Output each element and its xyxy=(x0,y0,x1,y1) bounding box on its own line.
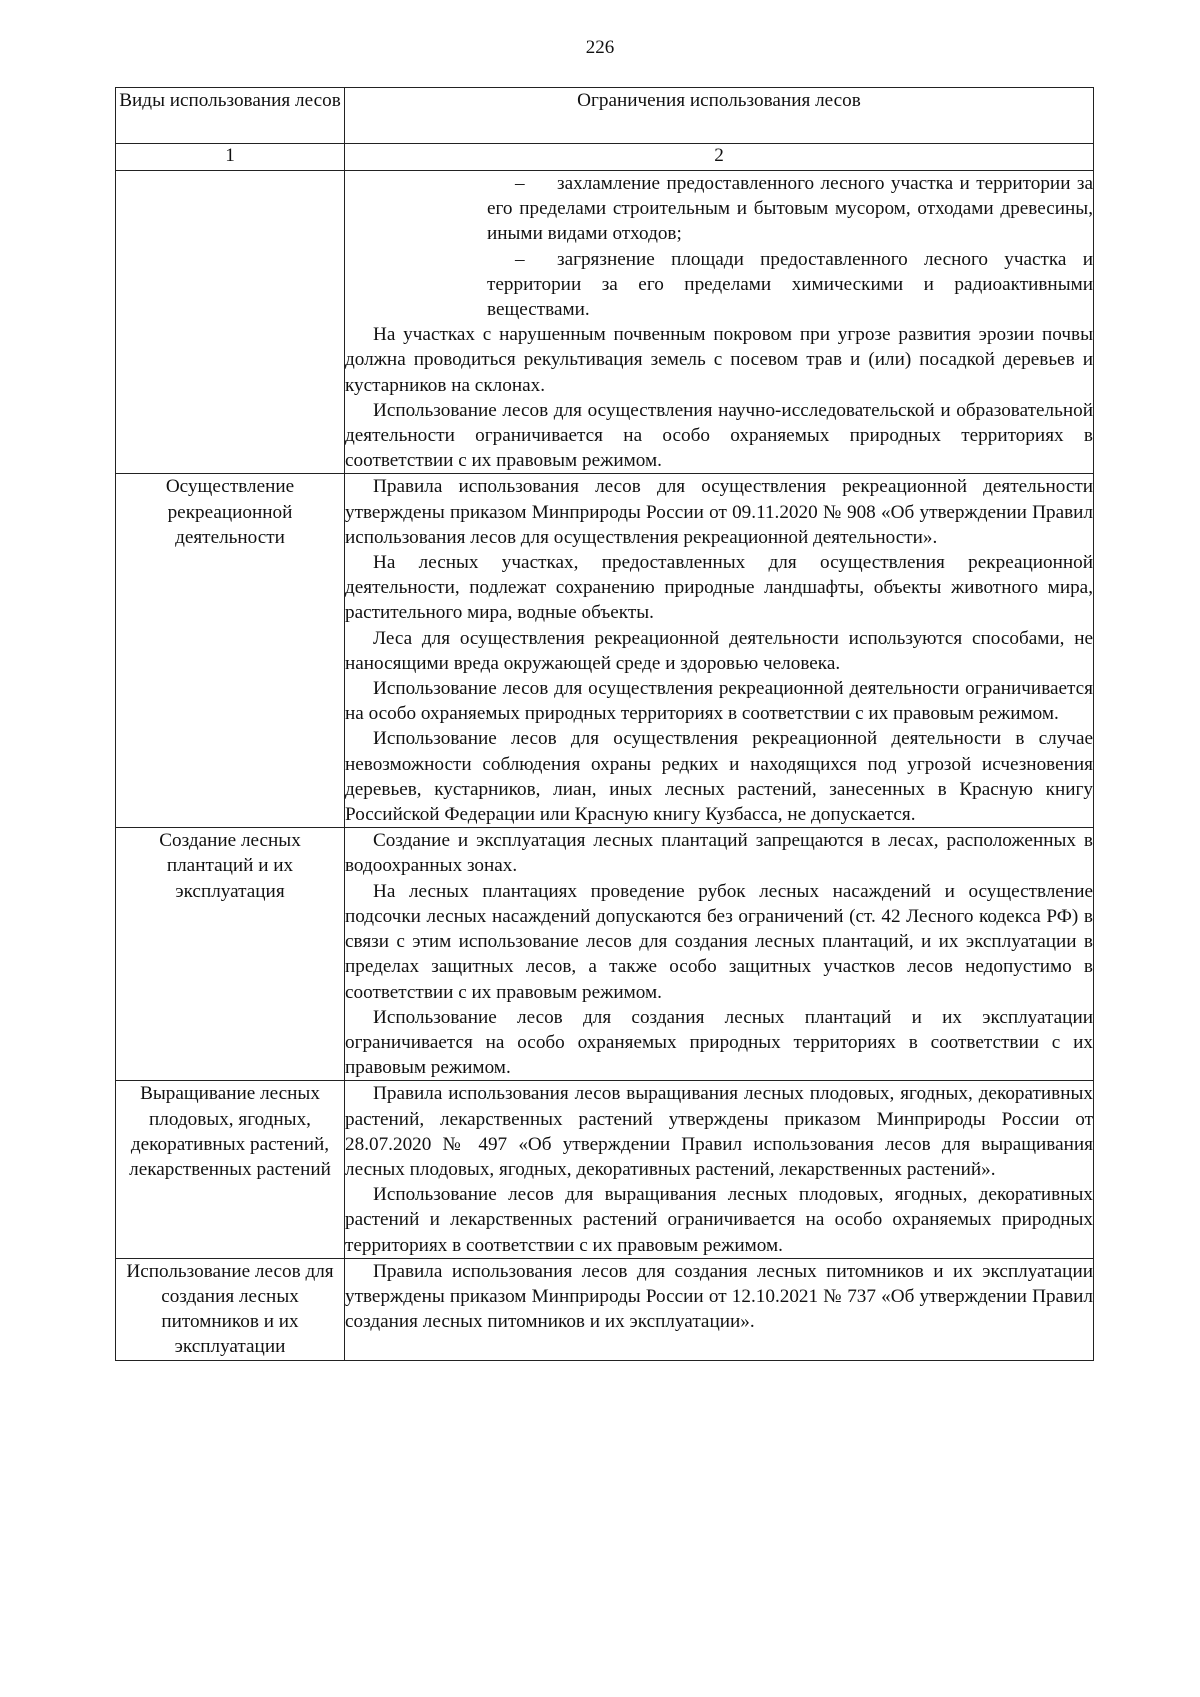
table-row xyxy=(116,1258,1094,1360)
page-number: 226 xyxy=(585,37,615,58)
paragraph: На лесных участках, предоставленных для осуществления рекреационной деятельности, подлежат сохранению природные ландшафты, объекты животного мира, растительного мира, водные объекты. xyxy=(345,552,1093,624)
paragraph: Правила использования лесов для осуществления рекреационной деятельности утверждены приказом Минприроды России от 09.11.2020 № 908 «Об утверждении Правил использования лесов для осуществления рекреационной деятельности». xyxy=(345,476,1093,548)
forest-use-type: Осуществление рекреационной деятельности xyxy=(116,474,345,828)
dash-list-item: – загрязнение площади предоставленного лесного участка и территории за его пределами химическими и радиоактивными веществами. xyxy=(487,248,1093,321)
forest-use-type xyxy=(116,171,345,474)
header-forest-use-types: Виды использования лесов xyxy=(116,88,345,144)
forest-use-type: Создание лесных плантаций и их эксплуатация xyxy=(116,828,345,1081)
forest-use-restrictions-table xyxy=(115,87,1094,1361)
restrictions-text xyxy=(345,474,1094,828)
column-number-2: 2 xyxy=(345,144,1094,171)
table-row xyxy=(116,1081,1094,1258)
dash-list-item: – захламление предоставленного лесного участка и территории за его пределами строительным и бытовым мусором, отходами древесины, иными видами отходов; xyxy=(487,173,1093,245)
paragraph: Использование лесов для выращивания лесных плодовых, ягодных, декоративных растений и лекарственных растений ограничивается на особо охраняемых природных территориях в соответствии с их правовым режимом. xyxy=(345,1184,1093,1256)
paragraph: Использование лесов для создания лесных плантаций и их эксплуатации ограничивается на особо охраняемых природных территориях в соответствии с их правовым режимом. xyxy=(345,1006,1093,1079)
paragraph: Правила использования лесов для создания лесных питомников и их эксплуатации утверждены приказом Минприроды России от 12.10.2021 № 737 «Об утверждении Правил создания лесных питомников и их эксплуатации». xyxy=(345,1260,1093,1333)
dash-marker: – xyxy=(515,248,525,270)
restrictions-text xyxy=(345,828,1094,1081)
column-numbering-row xyxy=(116,144,1094,171)
column-number-1: 1 xyxy=(116,144,345,171)
paragraph: Использование лесов для осуществления рекреационной деятельности ограничивается на особо охраняемых природных территориях в соответствии с их правовым режимом. xyxy=(345,678,1093,725)
forest-use-type: Использование лесов для создания лесных питомников и их эксплуатации xyxy=(116,1258,345,1360)
paragraph: Леса для осуществления рекреационной деятельности используются способами, не наносящими вреда окружающей среде и здоровью человека. xyxy=(345,627,1093,674)
dash-marker: – xyxy=(515,173,525,194)
table-row xyxy=(116,171,1094,474)
paragraph: Использование лесов для осуществления рекреационной деятельности в случае невозможности соблюдения охраны редких и находящихся под угрозой исчезновения деревьев, кустарников, лиан, иных лесных растений, занесенных в Красную книгу Российской Федерации или Красную книгу Кузбасса, не допускается. xyxy=(345,728,1093,826)
forest-use-type: Выращивание лесных плодовых, ягодных, декоративных растений, лекарственных растений xyxy=(116,1081,345,1258)
header-restrictions: Ограничения использования лесов xyxy=(345,88,1094,144)
paragraph: Правила использования лесов выращивания лесных плодовых, ягодных, декоративных растений, лекарственных растений утверждены приказом Минприроды России от 28.07.2020 № 497 «Об утверждении Правил использования лесов для выращивания лесных плодовых, ягодных, декоративных растений, лекарственных растений». xyxy=(345,1083,1093,1180)
paragraph: На лесных плантациях проведение рубок лесных насаждений и осуществление подсочки лесных насаждений допускаются без ограничений (ст. 42 Лесного кодекса РФ) в связи с этим использование лесов для создания лесных плантаций, и их эксплуатации в пределах защитных лесов, а также особо защитных участков лесов недопустимо в соответствии с их правовым режимом. xyxy=(345,880,1093,1003)
paragraph: Создание и эксплуатация лесных плантаций запрещаются в лесах, расположенных в водоохранных зонах. xyxy=(345,830,1093,877)
header-row xyxy=(116,88,1094,144)
paragraph: На участках с нарушенным почвенным покровом при угрозе развития эрозии почвы должна проводиться рекультивация земель с посевом трав и (или) посадкой деревьев и кустарников на склонах. xyxy=(345,324,1093,396)
table-row xyxy=(116,474,1094,828)
paragraph: Использование лесов для осуществления научно-исследовательской и образовательной деятельности ограничивается на особо охраняемых природных территориях в соответствии с их правовым режимом. xyxy=(345,399,1093,472)
restrictions-text xyxy=(345,1258,1094,1360)
restrictions-text xyxy=(345,171,1094,474)
table-row xyxy=(116,828,1094,1081)
restrictions-text xyxy=(345,1081,1094,1258)
